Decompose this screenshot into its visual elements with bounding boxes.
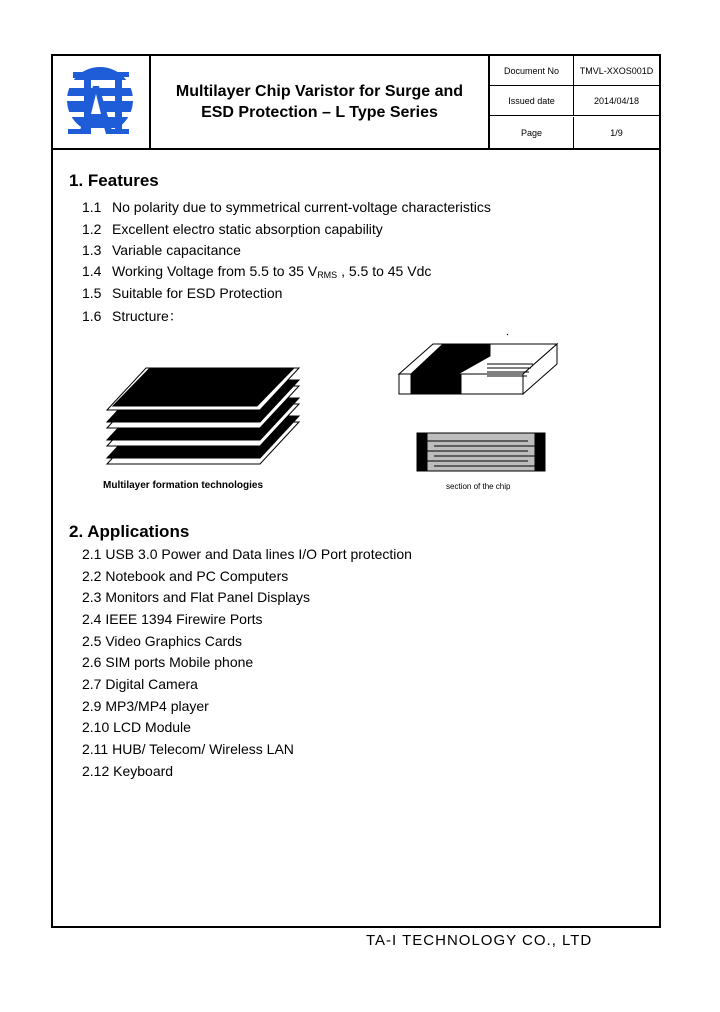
chip-3d-figure [395, 326, 565, 396]
application-item: 2.4 IEEE 1394 Firewire Ports [82, 611, 263, 627]
feature-text: Suitable for ESD Protection [112, 285, 283, 301]
meta-row-page [490, 117, 659, 148]
applications-heading: 2. Applications [69, 522, 190, 541]
feature-number: 1.5 [82, 285, 102, 301]
issued-date-label: Issued date [490, 86, 574, 115]
application-item: 2.9 MP3/MP4 player [82, 698, 209, 714]
feature-text-pre: Working Voltage from 5.5 to 35 V [112, 263, 318, 279]
feature-number: 1.2 [82, 221, 102, 237]
feature-item [82, 221, 383, 237]
document-no-value: TMVL-XXOS001D [579, 65, 654, 76]
feature-item [82, 285, 282, 301]
document-meta-table [490, 56, 659, 148]
feature-number: 1.6 [82, 308, 102, 324]
feature-text-post: , 5.5 to 45 Vdc [337, 263, 432, 279]
feature-number: 1.4 [82, 263, 102, 279]
application-item: 2.1 USB 3.0 Power and Data lines I/O Port protection [82, 546, 412, 562]
multilayer-stack-figure [103, 361, 303, 481]
meta-row-document-no [490, 56, 659, 86]
feature-text: Variable capacitance [112, 242, 241, 258]
figure-caption-multilayer: Multilayer formation technologies [103, 480, 264, 491]
application-item: 2.11 HUB/ Telecom/ Wireless LAN [82, 741, 294, 757]
document-title [151, 56, 490, 148]
application-item: 2.7 Digital Camera [82, 676, 198, 692]
footer-company-name: TA-I TECHNOLOGY CO., LTD [366, 932, 593, 949]
feature-item [82, 263, 431, 280]
document-no-label: Document No [490, 56, 574, 85]
page-value: 1/9 [610, 127, 623, 138]
company-logo-icon [53, 56, 149, 148]
feature-item [82, 306, 183, 326]
application-item: 2.2 Notebook and PC Computers [82, 568, 289, 584]
feature-text: No polarity due to symmetrical current-voltage characteristics [112, 199, 491, 215]
feature-item [82, 199, 491, 215]
application-item: 2.12 Keyboard [82, 763, 174, 779]
feature-text: Structure： [112, 308, 183, 324]
feature-text-subscript: RMS [317, 270, 338, 280]
logo-cell [53, 56, 151, 148]
features-heading: 1. Features [69, 171, 159, 190]
page-label: Page [490, 117, 574, 148]
document-header [53, 56, 659, 150]
feature-number: 1.3 [82, 242, 102, 258]
application-item: 2.3 Monitors and Flat Panel Displays [82, 589, 310, 605]
feature-number: 1.1 [82, 199, 102, 215]
application-item: 2.5 Video Graphics Cards [82, 633, 243, 649]
application-item: 2.10 LCD Module [82, 719, 191, 735]
page-frame [51, 54, 661, 928]
title-line-2: ESD Protection – L Type Series [201, 104, 438, 121]
feature-text: Excellent electro static absorption capability [112, 221, 383, 237]
feature-item [82, 242, 241, 258]
figure-caption-section: section of the chip [446, 482, 511, 491]
chip-section-figure [416, 431, 546, 473]
meta-row-issued-date [490, 86, 659, 116]
title-line-1: Multilayer Chip Varistor for Surge and [175, 83, 464, 100]
application-item: 2.6 SIM ports Mobile phone [82, 654, 254, 670]
issued-date-value: 2014/04/18 [593, 95, 640, 106]
